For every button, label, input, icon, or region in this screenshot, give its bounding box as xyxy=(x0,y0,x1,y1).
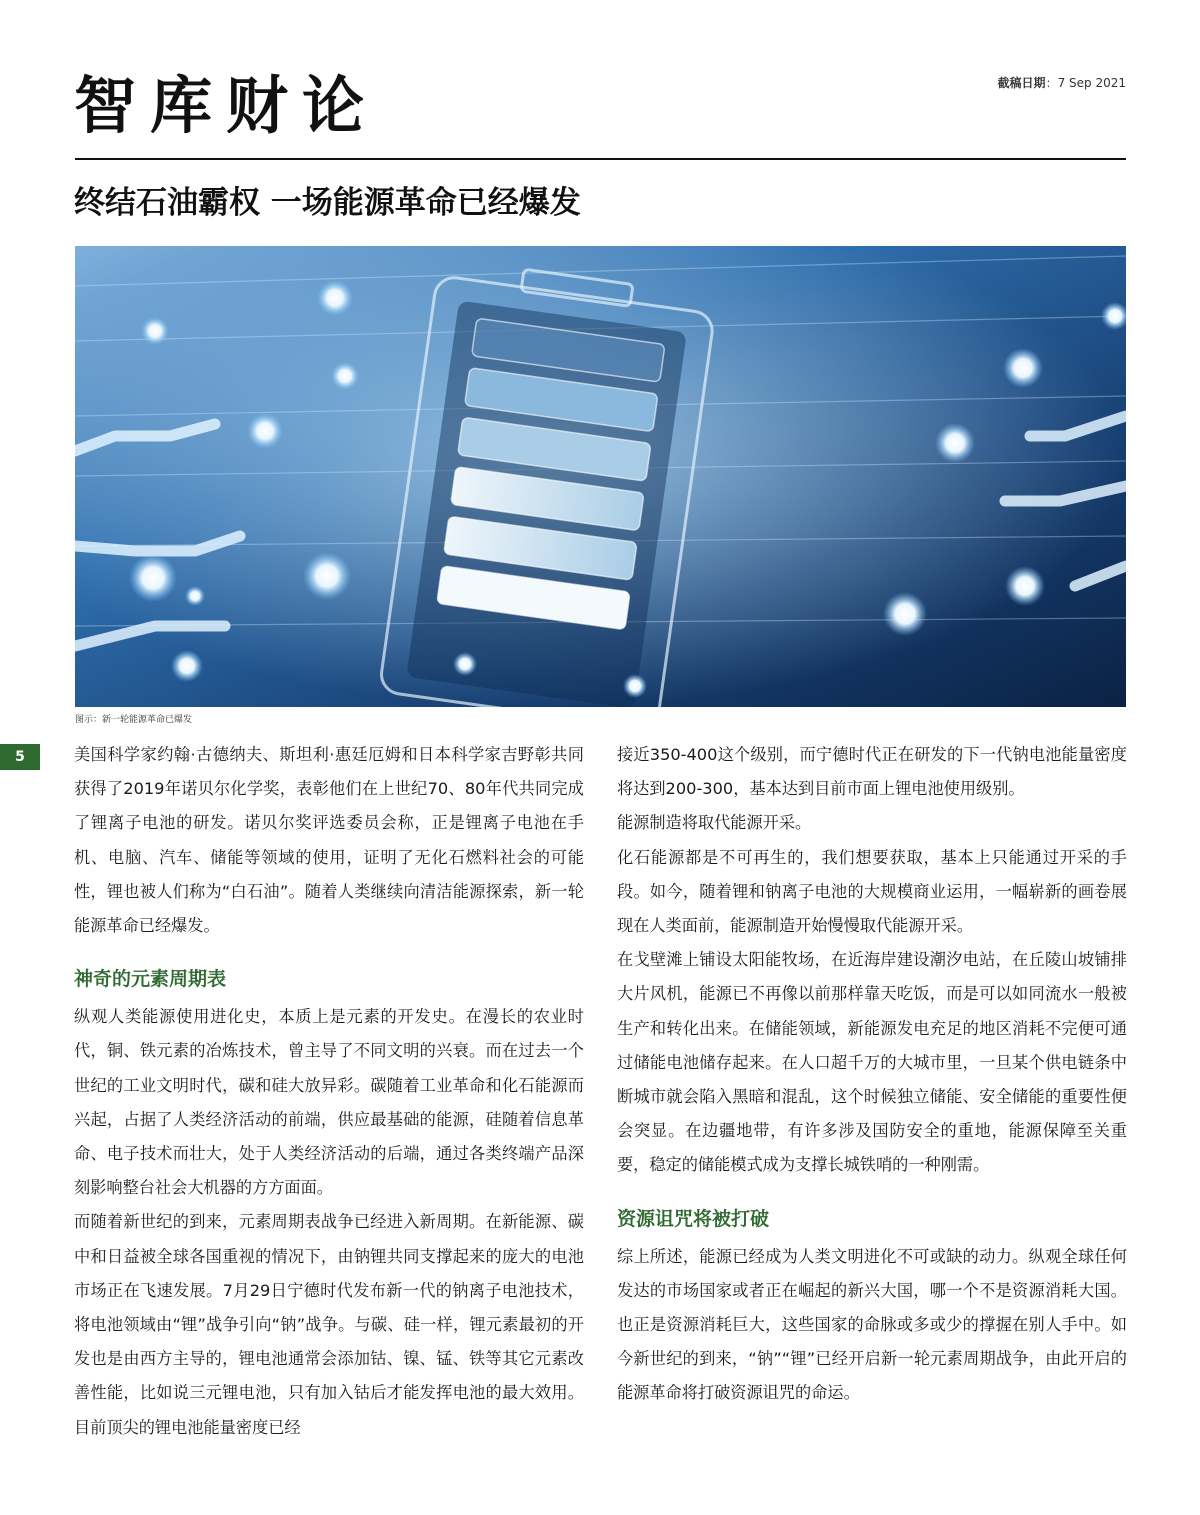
paragraph: 在戈壁滩上铺设太阳能牧场，在近海岸建设潮汐电站，在丘陵山坡铺排大片风机，能源已不再像以前那样靠天吃饭，而是可以如同流水一般被生产和转化出来。在储能领域，新能源发电充足的地区消耗不完便可通过储能电池储存起来。在人口超千万的大城市里，一旦某个供电链条中断城市就会陷入黑暗和混乱，这个时候独立储能、安全储能的重要性便会突显。在边疆地带，有许多涉及国防安全的重地，能源保障至关重要，稳定的储能模式成为支撑长城铁哨的一种刚需。 xyxy=(617,950,1127,1175)
date-line xyxy=(998,74,1126,91)
page-number-tab: 5 xyxy=(0,744,40,770)
left-column xyxy=(74,738,584,1445)
paragraph: 化石能源都是不可再生的，我们想要获取，基本上只能通过开采的手段。如今，随着锂和钠离子电池的大规模商业运用，一幅崭新的画卷展现在人类面前，能源制造开始慢慢取代能源开采。 xyxy=(617,847,1127,936)
battery-circuit-illustration xyxy=(75,246,1126,707)
paragraph: 美国科学家约翰·古德纳夫、斯坦利·惠廷厄姆和日本科学家吉野彰共同获得了2019年诺贝尔化学奖，表彰他们在上世纪70、80年代共同完成了锂离子电池的研发。诺贝尔奖评选委员会称，正是锂离子电池在手机、电脑、汽车、储能等领域的使用，证明了无化石燃料社会的可能性，锂也被人们称为“白石油”。随着人类继续向清洁能源探索，新一轮能源革命已经爆发。 xyxy=(74,745,584,936)
paragraph: 接近350-400这个级别，而宁德时代正在研发的下一代钠电池能量密度将达到200-300，基本达到目前市面上锂电池使用级别。 xyxy=(617,745,1127,799)
hero-image xyxy=(75,246,1126,707)
image-caption: 图示：新一轮能源革命已爆发 xyxy=(75,715,193,725)
paragraph: 综上所述，能源已经成为人类文明进化不可或缺的动力。纵观全球任何发达的市场国家或者正在崛起的新兴大国，哪一个不是资源消耗大国。也正是资源消耗巨大，这些国家的命脉或多或少的撑握在别人手中。如今新世纪的到来，“钠”“锂”已经开启新一轮元素周期战争，由此开启的能源革命将打破资源诅咒的命运。 xyxy=(617,1246,1127,1403)
paragraph: 纵观人类能源使用进化史，本质上是元素的开发史。在漫长的农业时代，铜、铁元素的冶炼技术，曾主导了不同文明的兴衰。而在过去一个世纪的工业文明时代，碳和硅大放异彩。碳随着工业革命和化石能源而兴起，占据了人类经济活动的前端，供应最基础的能源，硅随着信息革命、电子技术而壮大，处于人类经济活动的后端，通过各类终端产品深刻影响整台社会大机器的方方面面。 xyxy=(74,1007,584,1198)
date-label: 截稿日期 xyxy=(997,76,1046,90)
section-heading: 神奇的元素周期表 xyxy=(74,968,227,991)
masthead: 智库财论 xyxy=(74,69,379,142)
article-title: 终结石油霸权 一场能源革命已经爆发 xyxy=(74,185,581,221)
date-value: 7 Sep 2021 xyxy=(1057,76,1126,90)
right-column xyxy=(617,738,1127,1411)
date-separator: ： xyxy=(1045,76,1058,90)
paragraph: 而随着新世纪的到来，元素周期表战争已经进入新周期。在新能源、碳中和日益被全球各国重视的情况下，由钠锂共同支撑起来的庞大的电池市场正在飞速发展。7月29日宁德时代发布新一代的钠离子电池技术，将电池领域由“锂”战争引向“钠”战争。与碳、硅一样，锂元素最初的开发也是由西方主导的，锂电池通常会添加钴、镍、锰、铁等其它元素改善性能，比如说三元锂电池，只有加入钴后才能发挥电池的最大效用。目前顶尖的锂电池能量密度已经 xyxy=(74,1212,584,1437)
paragraph: 能源制造将取代能源开采。 xyxy=(617,813,812,833)
section-heading: 资源诅咒将被打破 xyxy=(617,1207,770,1230)
header-rule xyxy=(75,158,1126,160)
